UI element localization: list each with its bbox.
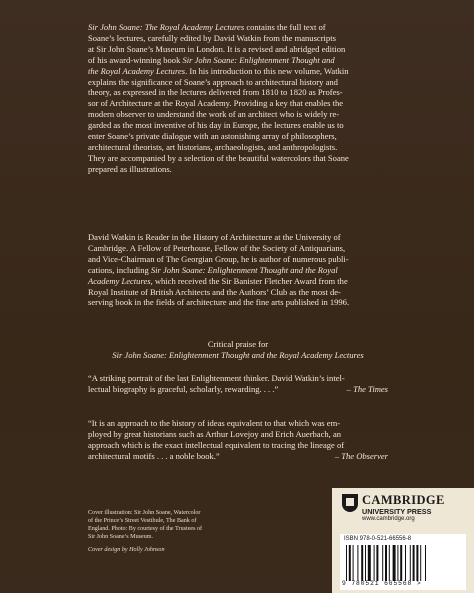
- author-bio: [88, 232, 388, 308]
- publisher-url: www.cambridge.org: [362, 516, 415, 522]
- paragraph-text: modern observer to understand the work of an architect who is widely re-: [88, 109, 340, 120]
- review-quote: [88, 373, 388, 395]
- paragraph-text: Soane’s lectures, carefully edited by David Watkin from the manuscripts: [88, 32, 336, 43]
- isbn-label: ISBN 978-0-521-66556-8: [344, 536, 412, 542]
- paragraph-text: of his award-winning book: [88, 54, 183, 65]
- review-quote-line: “It is an approach to the history of ideas equivalent to that which was em-: [88, 418, 341, 428]
- cambridge-shield-icon: [342, 494, 358, 512]
- credit-line: of the Prince’s Street Vestibule, The Bank of: [88, 518, 197, 524]
- critical-praise-book-title: Sir John Soane: Enlightenment Thought and the Royal Academy Lectures: [112, 350, 364, 360]
- paragraph-text: cations, including: [88, 264, 151, 275]
- paragraph-text: serving book in the fields of architecture and the fine arts published in 1996.: [88, 297, 350, 308]
- italic-title-text: Sir John Soane: Enlightenment Thought and: [182, 54, 335, 65]
- review-quote-line: “A striking portrait of the last Enlightenment thinker. David Watkin’s intel-: [88, 373, 345, 383]
- paragraph-text: at Sir John Soane’s Museum in London. It is a revised and abridged edition: [88, 43, 346, 54]
- paragraph-text: , which received the Sir Banister Fletcher Award from the: [150, 275, 348, 286]
- cover-illustration-credit: [88, 509, 240, 541]
- review-quote: [88, 418, 388, 462]
- paragraph-text: David Watkin is Reader in the History of Architecture at the University of: [88, 232, 341, 242]
- barcode: [340, 534, 466, 590]
- paragraph-text: and Vice-Chairman of The Georgian Group, he is author of numerous publi-: [88, 253, 349, 264]
- publisher-panel: [332, 488, 474, 593]
- paragraph-text: Cambridge. A Fellow of Peterhouse, Fellow of the Society of Antiquarians,: [88, 242, 346, 253]
- review-quote-line: approach which is the exact intellectual equivalent to tracing the lineage of: [88, 439, 345, 450]
- critical-praise-heading: Critical praise for: [207, 339, 269, 349]
- italic-title-text: Sir John Soane: The Royal Academy Lectures: [88, 22, 245, 32]
- review-quote-line: lectual biography is graceful, scholarly, rewarding. . . .”: [88, 383, 279, 394]
- barcode-digits: 9 780521 665568 >: [342, 580, 422, 587]
- paragraph-text: prepared as illustrations.: [88, 163, 172, 174]
- paragraph-text: garded as the most inventive of his day in Europe, the lectures enable us to: [88, 120, 344, 131]
- paragraph-text: architectural theorists, art historians, archaeologists, and anthropologists.: [88, 141, 338, 152]
- book-description: [88, 22, 388, 175]
- italic-title-text: Academy Lectures: [88, 275, 151, 286]
- cover-design-credit: Cover design by Holly Johnson: [88, 547, 165, 553]
- publisher-name: CAMBRIDGE: [362, 493, 445, 507]
- paragraph-text: They are accompanied by a selection of the beautiful watercolors that Soane: [88, 152, 349, 163]
- paragraph-text: enter Soane’s private dialogue with an astonishing array of philosophers,: [88, 131, 337, 142]
- paragraph-text: Royal Institute of British Architects and the Authors’ Club as the most de-: [88, 286, 341, 297]
- barcode-bars-icon: [346, 545, 450, 581]
- credit-line: Sir John Soane’s Museum.: [88, 534, 154, 540]
- credit-line: England. Photo: By courtesy of the Trustees of: [88, 526, 203, 532]
- paragraph-text: . In his introduction to this new volume, Watkin: [185, 65, 349, 76]
- credit-line: Cover illustration: Sir John Soane, Watercolor: [88, 510, 201, 516]
- paragraph-text: explains the significance of Soane’s approach to architectural history and: [88, 76, 338, 87]
- review-source: – The Times: [346, 383, 388, 394]
- paragraph-text: theory, as expressed in the lectures delivered from 1810 to 1820 as Profes-: [88, 87, 343, 98]
- paragraph-text: contains the full text of: [244, 22, 326, 32]
- review-source: – The Observer: [334, 450, 388, 461]
- italic-title-text: Sir John Soane: Enlightenment Thought and the Royal: [150, 264, 338, 275]
- paragraph-text: sor of Architecture at the Royal Academy. Providing a key that enables the: [88, 98, 344, 109]
- italic-title-text: the Royal Academy Lectures: [88, 65, 186, 76]
- review-quote-line: ployed by great historians such as Arthur Lovejoy and Erich Auerbach, an: [88, 428, 342, 439]
- publisher-subname: UNIVERSITY PRESS: [362, 507, 432, 516]
- review-quote-line: architectural motifs . . . a noble book.”: [88, 450, 220, 461]
